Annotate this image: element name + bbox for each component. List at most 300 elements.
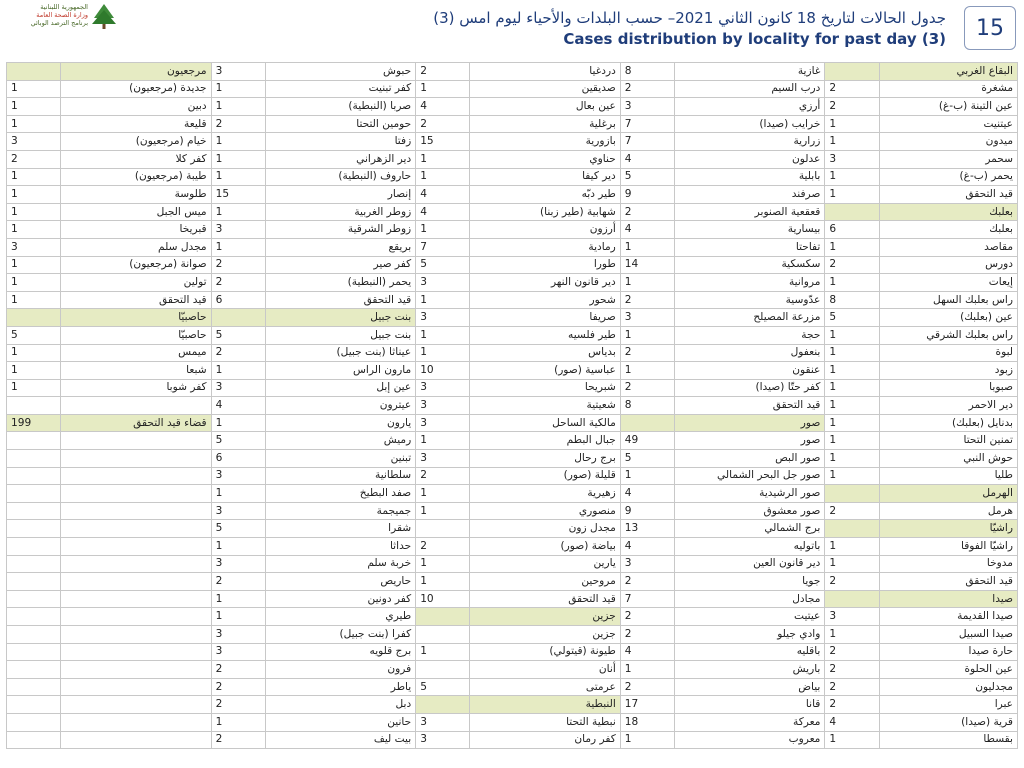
locality-name bbox=[61, 555, 211, 573]
logo-text bbox=[8, 3, 88, 27]
locality-name: مدوخا bbox=[879, 555, 1017, 573]
locality-name: دبل bbox=[265, 696, 415, 714]
case-count: 5 bbox=[7, 326, 61, 344]
locality-name: راشيّا الفوقا bbox=[879, 538, 1017, 556]
case-count: 1 bbox=[620, 326, 674, 344]
case-count: 15 bbox=[416, 133, 470, 151]
table-row bbox=[7, 450, 1018, 468]
case-count: 1 bbox=[416, 80, 470, 98]
case-count: 2 bbox=[211, 256, 265, 274]
locality-name: راس بعلبك الشرقي bbox=[879, 326, 1017, 344]
case-count bbox=[7, 538, 61, 556]
locality-name: باتوليه bbox=[674, 538, 824, 556]
locality-name: دردغيا bbox=[470, 63, 620, 81]
locality-name: أرزون bbox=[470, 221, 620, 239]
case-count: 2 bbox=[211, 678, 265, 696]
locality-name: يحمر (النبطية) bbox=[265, 274, 415, 292]
locality-name: شهابية (طير زبنا) bbox=[470, 203, 620, 221]
locality-name: صور الرشيدية bbox=[674, 485, 824, 503]
case-count: 2 bbox=[825, 98, 879, 116]
locality-name: لبوة bbox=[879, 344, 1017, 362]
district-header: حاصبيّا bbox=[61, 309, 211, 327]
locality-name bbox=[61, 432, 211, 450]
locality-name: قيد التحقق bbox=[265, 291, 415, 309]
locality-name: كفر حتّا (صيدا) bbox=[674, 379, 824, 397]
locality-name: قيد التحقق bbox=[674, 397, 824, 415]
locality-name: حاروف (النبطية) bbox=[265, 168, 415, 186]
case-count bbox=[7, 678, 61, 696]
locality-name: قيد التحقق bbox=[879, 573, 1017, 591]
case-count bbox=[825, 485, 879, 503]
locality-name: بدياس bbox=[470, 344, 620, 362]
locality-name bbox=[61, 590, 211, 608]
locality-name bbox=[61, 485, 211, 503]
case-count bbox=[7, 696, 61, 714]
case-count: 1 bbox=[211, 713, 265, 731]
case-count bbox=[620, 414, 674, 432]
case-count: 3 bbox=[620, 309, 674, 327]
case-count: 2 bbox=[211, 344, 265, 362]
case-count: 1 bbox=[7, 203, 61, 221]
case-count bbox=[7, 397, 61, 415]
locality-name: إنصار bbox=[265, 186, 415, 204]
locality-name: قرية (صيدا) bbox=[879, 713, 1017, 731]
locality-name: صبوبا bbox=[879, 379, 1017, 397]
case-count: 1 bbox=[211, 362, 265, 380]
locality-name: قبريخا bbox=[61, 221, 211, 239]
district-header: صيدا bbox=[879, 590, 1017, 608]
locality-name: عين التينة (ب-غ) bbox=[879, 98, 1017, 116]
case-count: 1 bbox=[211, 590, 265, 608]
locality-name: بياض bbox=[674, 678, 824, 696]
locality-name: سحمر bbox=[879, 150, 1017, 168]
table-row bbox=[7, 555, 1018, 573]
case-count: 1 bbox=[211, 133, 265, 151]
table-row bbox=[7, 643, 1018, 661]
locality-name: زهيرية bbox=[470, 485, 620, 503]
case-count: 1 bbox=[7, 274, 61, 292]
case-count: 1 bbox=[7, 221, 61, 239]
case-count: 4 bbox=[211, 397, 265, 415]
locality-name: يارون bbox=[265, 414, 415, 432]
case-count: 4 bbox=[620, 221, 674, 239]
locality-name: جديدة (مرجعيون) bbox=[61, 80, 211, 98]
case-count bbox=[416, 608, 470, 626]
table-row bbox=[7, 274, 1018, 292]
case-count: 3 bbox=[825, 608, 879, 626]
locality-name: راس بعلبك السهل bbox=[879, 291, 1017, 309]
locality-name: مجدليون bbox=[879, 678, 1017, 696]
table-row bbox=[7, 256, 1018, 274]
locality-name: رميش bbox=[265, 432, 415, 450]
locality-name: عدلون bbox=[674, 150, 824, 168]
table-row bbox=[7, 133, 1018, 151]
locality-name: كفر كلا bbox=[61, 150, 211, 168]
locality-name: عدّوسية bbox=[674, 291, 824, 309]
case-count: 6 bbox=[211, 291, 265, 309]
table-row bbox=[7, 626, 1018, 644]
locality-name: حومين التحتا bbox=[265, 115, 415, 133]
case-count: 2 bbox=[620, 291, 674, 309]
case-count: 2 bbox=[620, 344, 674, 362]
case-count: 3 bbox=[416, 397, 470, 415]
case-count: 1 bbox=[825, 115, 879, 133]
locality-name bbox=[61, 608, 211, 626]
case-count: 1 bbox=[211, 485, 265, 503]
case-count bbox=[7, 713, 61, 731]
case-count: 1 bbox=[211, 608, 265, 626]
locality-name: صور bbox=[674, 432, 824, 450]
case-count: 1 bbox=[416, 485, 470, 503]
case-count: 3 bbox=[7, 133, 61, 151]
case-count: 3 bbox=[416, 414, 470, 432]
case-count: 13 bbox=[620, 520, 674, 538]
locality-name: برج الشمالي bbox=[674, 520, 824, 538]
case-count: 3 bbox=[416, 731, 470, 749]
locality-name: طلوسة bbox=[61, 186, 211, 204]
case-count: 1 bbox=[416, 643, 470, 661]
logo-line-2: وزارة الصحة العامة bbox=[36, 11, 88, 19]
case-count: 8 bbox=[620, 397, 674, 415]
locality-name: شعيتية bbox=[470, 397, 620, 415]
logo-line-1: الجمهورية اللبنانية bbox=[40, 3, 88, 11]
case-count: 1 bbox=[620, 731, 674, 749]
locality-name: نبطية التحتا bbox=[470, 713, 620, 731]
locality-name: كفر دونين bbox=[265, 590, 415, 608]
case-count: 3 bbox=[211, 502, 265, 520]
locality-name: سلطانية bbox=[265, 467, 415, 485]
case-count: 1 bbox=[825, 344, 879, 362]
cases-table bbox=[6, 62, 1018, 749]
case-count: 2 bbox=[620, 626, 674, 644]
locality-name: برج رحال bbox=[470, 450, 620, 468]
locality-name bbox=[61, 573, 211, 591]
case-count: 3 bbox=[211, 626, 265, 644]
title-arabic: جدول الحالات لتاريخ 18 كانون الثاني 2021– حسب البلدات والأحياء ليوم امس (3) bbox=[433, 9, 946, 27]
locality-name: باريش bbox=[674, 661, 824, 679]
locality-name: حاريص bbox=[265, 573, 415, 591]
locality-name: دير الاحمر bbox=[879, 397, 1017, 415]
locality-name bbox=[61, 538, 211, 556]
case-count: 2 bbox=[211, 274, 265, 292]
case-count: 4 bbox=[620, 150, 674, 168]
case-count: 3 bbox=[211, 63, 265, 81]
table-row bbox=[7, 203, 1018, 221]
case-count: 3 bbox=[211, 379, 265, 397]
case-count: 1 bbox=[825, 731, 879, 749]
locality-name: طيونة (قيتولي) bbox=[470, 643, 620, 661]
district-header: النبطية bbox=[470, 696, 620, 714]
case-count bbox=[416, 661, 470, 679]
case-count: 5 bbox=[620, 168, 674, 186]
case-count bbox=[7, 573, 61, 591]
case-count: 1 bbox=[825, 168, 879, 186]
district-header: راشيّا bbox=[879, 520, 1017, 538]
case-count: 10 bbox=[416, 362, 470, 380]
table-row bbox=[7, 379, 1018, 397]
case-count: 2 bbox=[211, 115, 265, 133]
locality-name: سكسكية bbox=[674, 256, 824, 274]
locality-name bbox=[61, 397, 211, 415]
locality-name: أرزي bbox=[674, 98, 824, 116]
case-count: 1 bbox=[7, 379, 61, 397]
locality-name: هرمل bbox=[879, 502, 1017, 520]
case-count: 2 bbox=[825, 502, 879, 520]
table-row bbox=[7, 168, 1018, 186]
locality-name bbox=[61, 678, 211, 696]
case-count: 3 bbox=[416, 309, 470, 327]
page-number: 15 bbox=[964, 6, 1016, 50]
case-count: 5 bbox=[211, 432, 265, 450]
case-count: 3 bbox=[416, 713, 470, 731]
case-count: 1 bbox=[211, 98, 265, 116]
case-count: 5 bbox=[825, 309, 879, 327]
locality-name: بياضة (صور) bbox=[470, 538, 620, 556]
case-count: 1 bbox=[825, 414, 879, 432]
locality-name bbox=[61, 661, 211, 679]
case-count: 2 bbox=[620, 80, 674, 98]
table-row bbox=[7, 397, 1018, 415]
locality-name: خرايب (صيدا) bbox=[674, 115, 824, 133]
locality-name: قليعة bbox=[61, 115, 211, 133]
locality-name: بقسطا bbox=[879, 731, 1017, 749]
case-count bbox=[825, 203, 879, 221]
case-count bbox=[7, 643, 61, 661]
locality-name: مجدل سلم bbox=[61, 238, 211, 256]
case-count: 2 bbox=[416, 467, 470, 485]
title-block bbox=[433, 8, 946, 50]
table-row bbox=[7, 573, 1018, 591]
case-count: 1 bbox=[620, 362, 674, 380]
case-count: 1 bbox=[416, 555, 470, 573]
case-count: 3 bbox=[211, 643, 265, 661]
locality-name: قعقعية الصنوبر bbox=[674, 203, 824, 221]
case-count: 1 bbox=[211, 203, 265, 221]
case-count: 2 bbox=[825, 80, 879, 98]
case-count: 3 bbox=[416, 379, 470, 397]
case-count: 1 bbox=[825, 626, 879, 644]
locality-name: مقاصد bbox=[879, 238, 1017, 256]
case-count: 1 bbox=[7, 344, 61, 362]
case-count: 9 bbox=[620, 502, 674, 520]
case-count: 3 bbox=[620, 98, 674, 116]
case-count: 1 bbox=[416, 291, 470, 309]
table-row bbox=[7, 186, 1018, 204]
case-count: 1 bbox=[620, 274, 674, 292]
locality-name: طير دبّه bbox=[470, 186, 620, 204]
locality-name: رمادية bbox=[470, 238, 620, 256]
case-count: 15 bbox=[211, 186, 265, 204]
locality-name: زبود bbox=[879, 362, 1017, 380]
case-count: 1 bbox=[825, 133, 879, 151]
case-count: 1 bbox=[7, 362, 61, 380]
case-count bbox=[7, 485, 61, 503]
locality-name: مجدل زون bbox=[470, 520, 620, 538]
case-count: 4 bbox=[620, 538, 674, 556]
locality-name: صفد البطيخ bbox=[265, 485, 415, 503]
locality-name: تولين bbox=[61, 274, 211, 292]
locality-name: معروب bbox=[674, 731, 824, 749]
locality-name: حبوش bbox=[265, 63, 415, 81]
locality-name: صريفا bbox=[470, 309, 620, 327]
case-count: 1 bbox=[211, 414, 265, 432]
locality-name: شحور bbox=[470, 291, 620, 309]
case-count: 1 bbox=[825, 555, 879, 573]
case-count: 3 bbox=[211, 555, 265, 573]
locality-name: قيد التحقق bbox=[879, 186, 1017, 204]
case-count: 1 bbox=[825, 238, 879, 256]
table-row bbox=[7, 362, 1018, 380]
case-count: 2 bbox=[825, 643, 879, 661]
case-count: 2 bbox=[211, 731, 265, 749]
case-count: 2 bbox=[211, 573, 265, 591]
case-count bbox=[7, 661, 61, 679]
locality-name: برغلية bbox=[470, 115, 620, 133]
locality-name: طيري bbox=[265, 608, 415, 626]
table-row bbox=[7, 731, 1018, 749]
case-count bbox=[7, 467, 61, 485]
case-count: 2 bbox=[825, 696, 879, 714]
case-count: 3 bbox=[211, 467, 265, 485]
case-count bbox=[211, 309, 265, 327]
case-count: 1 bbox=[620, 467, 674, 485]
locality-name: بنعفول bbox=[674, 344, 824, 362]
case-count bbox=[416, 626, 470, 644]
table-row bbox=[7, 221, 1018, 239]
locality-name: ميدون bbox=[879, 133, 1017, 151]
locality-name: شبريحا bbox=[470, 379, 620, 397]
cedar-tree-icon bbox=[90, 2, 118, 30]
case-count: 10 bbox=[416, 590, 470, 608]
case-count bbox=[825, 590, 879, 608]
case-count: 1 bbox=[211, 168, 265, 186]
case-count: 1 bbox=[825, 379, 879, 397]
case-count bbox=[7, 450, 61, 468]
case-count: 1 bbox=[825, 186, 879, 204]
case-count: 2 bbox=[620, 573, 674, 591]
locality-name bbox=[61, 467, 211, 485]
table-row bbox=[7, 150, 1018, 168]
locality-name: قليلة (صور) bbox=[470, 467, 620, 485]
locality-name: بابلية bbox=[674, 168, 824, 186]
locality-name: عنقون bbox=[674, 362, 824, 380]
locality-name: يارين bbox=[470, 555, 620, 573]
case-count: 1 bbox=[7, 115, 61, 133]
district-header: قضاء قيد التحقق bbox=[61, 414, 211, 432]
district-header: مرجعيون bbox=[61, 63, 211, 81]
case-count: 1 bbox=[620, 661, 674, 679]
locality-name: صديقين bbox=[470, 80, 620, 98]
locality-name: بيت ليف bbox=[265, 731, 415, 749]
table-row bbox=[7, 326, 1018, 344]
case-count: 3 bbox=[7, 238, 61, 256]
locality-name: حانين bbox=[265, 713, 415, 731]
case-count: 1 bbox=[7, 80, 61, 98]
locality-name: صور البص bbox=[674, 450, 824, 468]
locality-name: حجة bbox=[674, 326, 824, 344]
case-count: 2 bbox=[416, 115, 470, 133]
locality-name: عيتيت bbox=[674, 608, 824, 626]
case-count bbox=[7, 432, 61, 450]
locality-name: بدنايل (بعلبك) bbox=[879, 414, 1017, 432]
locality-name: دير كيفا bbox=[470, 168, 620, 186]
locality-name: جويا bbox=[674, 573, 824, 591]
locality-name: حاصبيّا bbox=[61, 326, 211, 344]
locality-name: طير فلسيه bbox=[470, 326, 620, 344]
case-count bbox=[7, 731, 61, 749]
locality-name: كفر شوبا bbox=[61, 379, 211, 397]
locality-name: قيد التحقق bbox=[61, 291, 211, 309]
case-count: 2 bbox=[620, 379, 674, 397]
case-count: 1 bbox=[416, 573, 470, 591]
table-row bbox=[7, 538, 1018, 556]
case-count: 4 bbox=[416, 186, 470, 204]
case-count: 1 bbox=[211, 150, 265, 168]
case-count bbox=[7, 608, 61, 626]
table-row bbox=[7, 590, 1018, 608]
locality-name: تبنين bbox=[265, 450, 415, 468]
locality-name: طيبة (مرجعيون) bbox=[61, 168, 211, 186]
locality-name: صيدا السبيل bbox=[879, 626, 1017, 644]
locality-name: قانا bbox=[674, 696, 824, 714]
case-count: 5 bbox=[416, 256, 470, 274]
locality-name: صور معشوق bbox=[674, 502, 824, 520]
case-count: 1 bbox=[416, 326, 470, 344]
locality-name: عيتنيت bbox=[879, 115, 1017, 133]
case-count: 7 bbox=[620, 115, 674, 133]
locality-name: مارون الراس bbox=[265, 362, 415, 380]
locality-name: حداثا bbox=[265, 538, 415, 556]
table-row bbox=[7, 661, 1018, 679]
case-count: 2 bbox=[416, 538, 470, 556]
case-count: 5 bbox=[620, 450, 674, 468]
case-count: 2 bbox=[825, 678, 879, 696]
case-count: 2 bbox=[416, 63, 470, 81]
locality-name: شقرا bbox=[265, 520, 415, 538]
case-count: 1 bbox=[825, 538, 879, 556]
locality-name: ياطر bbox=[265, 678, 415, 696]
case-count: 2 bbox=[211, 696, 265, 714]
table-row bbox=[7, 80, 1018, 98]
case-count: 1 bbox=[211, 80, 265, 98]
table-row bbox=[7, 414, 1018, 432]
locality-name: بازورية bbox=[470, 133, 620, 151]
case-count: 3 bbox=[825, 150, 879, 168]
case-count: 2 bbox=[620, 608, 674, 626]
case-count bbox=[7, 63, 61, 81]
table-row bbox=[7, 432, 1018, 450]
locality-name: وادي جيلو bbox=[674, 626, 824, 644]
case-count bbox=[7, 590, 61, 608]
case-count: 49 bbox=[620, 432, 674, 450]
locality-name: دورس bbox=[879, 256, 1017, 274]
case-count: 2 bbox=[825, 573, 879, 591]
case-count: 2 bbox=[7, 150, 61, 168]
case-count bbox=[7, 520, 61, 538]
locality-name: حوش النبي bbox=[879, 450, 1017, 468]
case-count: 5 bbox=[211, 326, 265, 344]
case-count: 1 bbox=[825, 397, 879, 415]
locality-name: حارة صيدا bbox=[879, 643, 1017, 661]
locality-name bbox=[61, 502, 211, 520]
case-count: 3 bbox=[211, 221, 265, 239]
locality-name bbox=[61, 626, 211, 644]
case-count bbox=[825, 63, 879, 81]
locality-name bbox=[61, 696, 211, 714]
locality-name: تفاحتا bbox=[674, 238, 824, 256]
locality-name: صور جل البحر الشمالي bbox=[674, 467, 824, 485]
case-count: 4 bbox=[620, 643, 674, 661]
